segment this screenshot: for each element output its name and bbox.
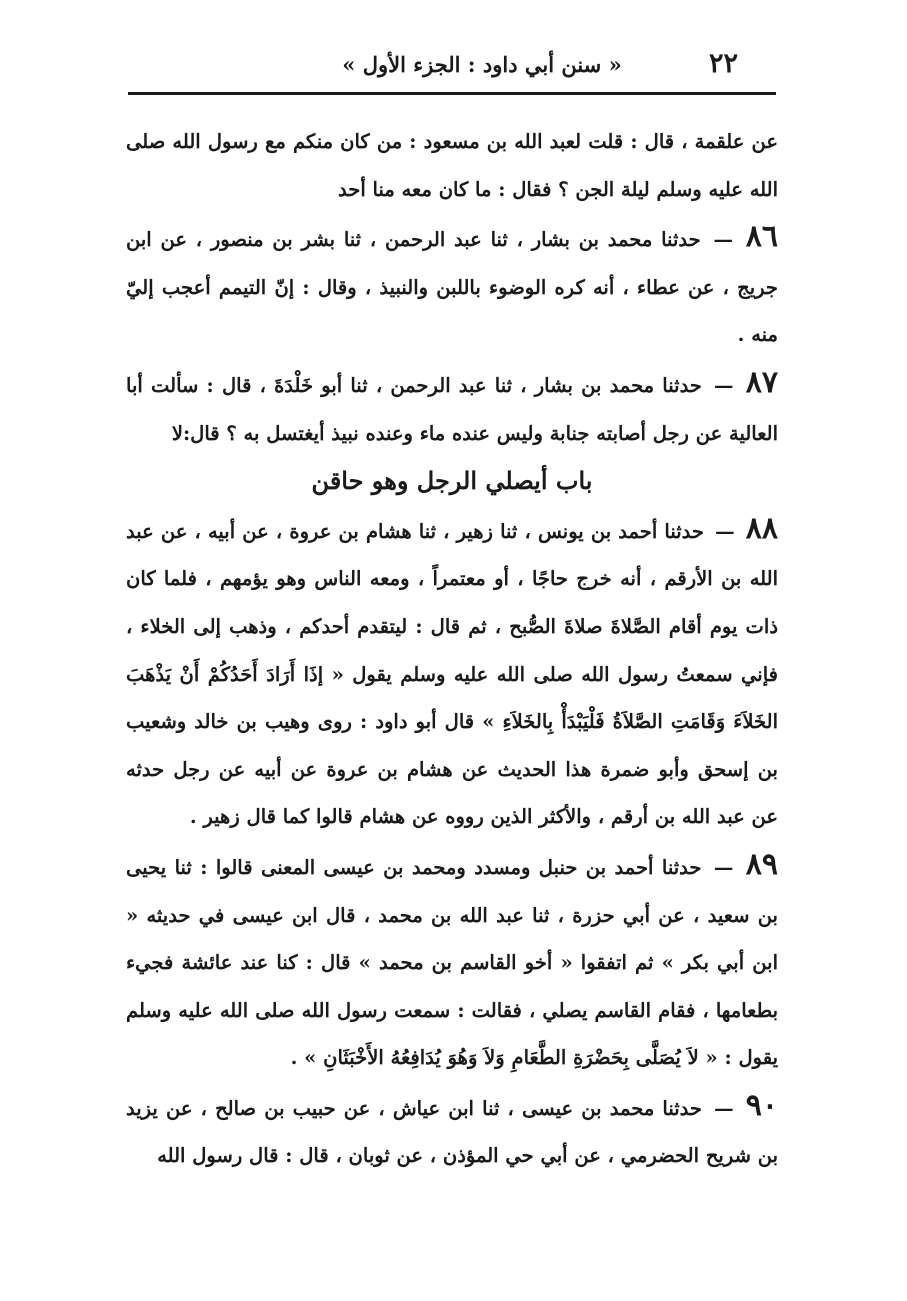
hadith-number: ٨٦ — [745, 219, 778, 255]
hadith-89: ٨٩ — حدثنا أحمد بن حنبل ومسدد ومحمد بن عيسى المعنى قالوا : ثنا يحيى بن سعيد ، عن أبي حزرة ، ثنا عبد الله بن محمد ، قال ابن عيسى في حديثه « ابن أبي بكر » ثم اتفقوا « أخو القاسم بن محمد » قال : كنا عند عائشة فجيء بطعامها ، فقام القاسم يصلي ، فقالت : سمعت رسول الله صلى الله عليه وسلم يقول : « لاَ يُصَلَّى بِحَضْرَةِ الطَّعَامِ وَلاَ وَهُوَ يُدَافِعُهُ الأَخْبَثَانِ » . — [126, 846, 779, 1070]
paragraph-continuation — [126, 118, 778, 213]
hadith-86: ٨٦ — حدثنا محمد بن بشار ، ثنا عبد الرحمن ، ثنا بشر بن منصور ، عن ابن جريج ، عن عطاء ، أنه كره الوضوء باللبن والنبيذ ، وقال : إنّ التيمم أعجب إليّ منه . — [126, 219, 778, 347]
hadith-text: حدثنا أحمد بن حنبل ومسدد ومحمد بن عيسى المعنى قالوا : ثنا يحيى بن سعيد ، عن أبي حزرة ، ثنا عبد الله بن محمد ، قال ابن عيسى في حديثه « ابن أبي بكر » ثم اتفقوا « أخو القاسم بن محمد » قال : كنا عند عائشة فجيء بطعامها ، فقام القاسم يصلي ، فقالت : سمعت رسول الله صلى الله عليه وسلم يقول : « لاَ يُصَلَّى بِحَضْرَةِ الطَّعَامِ وَلاَ وَهُوَ يُدَافِعُهُ الأَخْبَثَانِ » . — [126, 855, 778, 1070]
page-body — [126, 118, 778, 1180]
hadith-number: ٨٩ — [745, 846, 779, 882]
hadith-number: ٨٨ — [745, 510, 778, 546]
page-header — [128, 44, 776, 88]
hadith-90: ٩٠ — حدثنا محمد بن عيسى ، ثنا ابن عياش ، عن حبيب بن صالح ، عن يزيد بن شريح الحضرمي ، عن أبي حي المؤذن ، عن ثوبان ، قال : قال رسول الله — [126, 1087, 779, 1168]
page-number: ٢٢ — [708, 48, 738, 79]
hadith-number: ٨٧ — [745, 364, 778, 400]
hadith-number: ٩٠ — [745, 1087, 779, 1123]
hadith-87: ٨٧ — حدثنا محمد بن بشار ، ثنا عبد الرحمن ، ثنا أبو خَلْدَةَ ، قال : سألت أبا العالية عن رجل أصابته جنابة وليس عنده ماء وعنده نبيذ أيغتسل به ؟ قال:لا — [126, 364, 778, 445]
hadith-text: حدثنا محمد بن بشار ، ثنا عبد الرحمن ، ثنا بشر بن منصور ، عن ابن جريج ، عن عطاء ، أنه كره الوضوء باللبن والنبيذ ، وقال : إنّ التيمم أعجب إليّ منه . — [126, 228, 778, 347]
header-rule — [128, 92, 776, 95]
hadith-text: حدثنا محمد بن بشار ، ثنا عبد الرحمن ، ثنا أبو خَلْدَةَ ، قال : سألت أبا العالية عن رجل أصابته جنابة وليس عنده ماء وعنده نبيذ أيغتسل به ؟ قال:لا — [126, 373, 778, 445]
paragraph-text: عن علقمة ، قال : قلت لعبد الله بن مسعود : من كان منكم مع رسول الله صلى الله عليه وسلم ليلة الجن ؟ فقال : ما كان معه منا أحد — [126, 130, 778, 201]
hadith-text: حدثنا أحمد بن يونس ، ثنا زهير ، ثنا هشام بن عروة ، عن أبيه ، عن عبد الله بن الأرقم ، أنه خرج حاجًا ، أو معتمراً ، ومعه الناس وهو يؤمهم ، فلما كان ذات يوم أقام الصَّلاةَ صلاةَ الصُّبح ، ثم قال : ليتقدم أحدكم ، وذهب إلى الخلاء ، فإني سمعتُ رسول الله صلى الله عليه وسلم يقول « إذَا أَرَادَ أَحَدُكُمْ أَنْ يَذْهَبَ الخَلاَءَ وَقَامَتِ الصَّلاَةُ فَلْيَبْدَأْ بِالخَلاَءِ » قال أبو داود : روى وهيب بن خالد وشعيب بن إسحق وأبو ضمرة هذا الحديث عن هشام بن عروة عن أبيه عن رجل حدثه عن عبد الله بن أرقم ، والأكثر الذين رووه عن هشام قالوا كما قال زهير . — [126, 519, 778, 829]
hadith-88: ٨٨ — حدثنا أحمد بن يونس ، ثنا زهير ، ثنا هشام بن عروة ، عن أبيه ، عن عبد الله بن الأرقم ، أنه خرج حاجًا ، أو معتمراً ، ومعه الناس وهو يؤمهم ، فلما كان ذات يوم أقام الصَّلاةَ صلاةَ الصُّبح ، ثم قال : ليتقدم أحدكم ، وذهب إلى الخلاء ، فإني سمعتُ رسول الله صلى الله عليه وسلم يقول « إذَا أَرَادَ أَحَدُكُمْ أَنْ يَذْهَبَ الخَلاَءَ وَقَامَتِ الصَّلاَةُ فَلْيَبْدَأْ بِالخَلاَءِ » قال أبو داود : روى وهيب بن خالد وشعيب بن إسحق وأبو ضمرة هذا الحديث عن هشام بن عروة عن أبيه عن رجل حدثه عن عبد الله بن أرقم ، والأكثر الذين رووه عن هشام قالوا كما قال زهير . — [126, 510, 778, 829]
chapter-title: باب أيصلي الرجل وهو حاقن — [311, 466, 593, 496]
hadith-text: حدثنا محمد بن عيسى ، ثنا ابن عياش ، عن حبيب بن صالح ، عن يزيد بن شريح الحضرمي ، عن أبي حي المؤذن ، عن ثوبان ، قال : قال رسول الله — [126, 1096, 778, 1168]
running-title: « سنن أبي داود : الجزء الأول » — [342, 52, 622, 77]
